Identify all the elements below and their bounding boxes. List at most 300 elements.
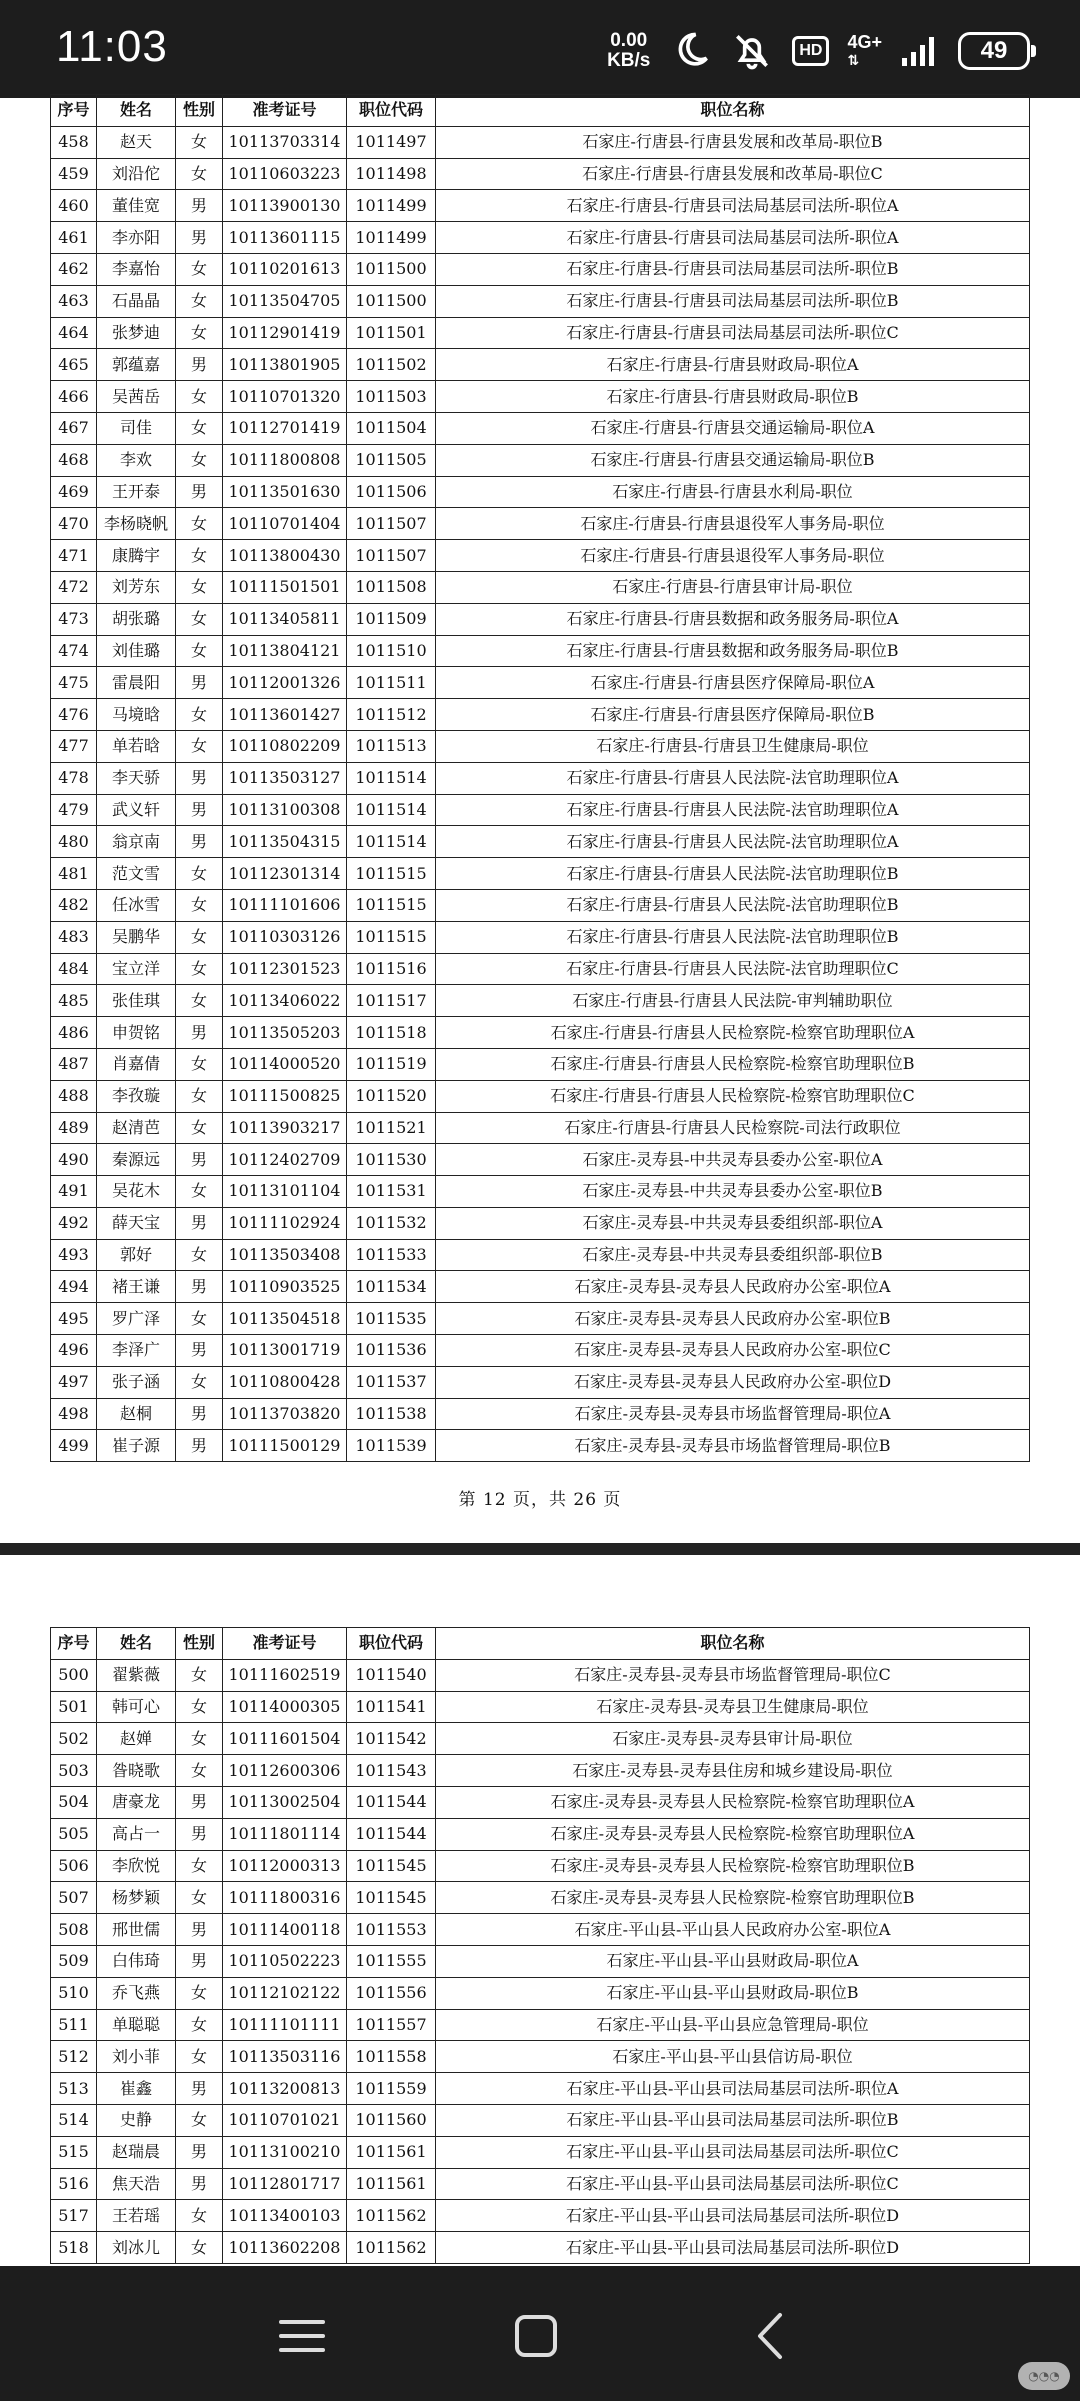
cell-gender: 男 bbox=[176, 1430, 223, 1462]
network-speed-value: 0.00 bbox=[610, 30, 648, 51]
cell-gender: 女 bbox=[176, 1176, 223, 1208]
table-row bbox=[51, 540, 1030, 572]
cell-position: 石家庄-行唐县-行唐县医疗保障局-职位B bbox=[436, 699, 1030, 731]
cell-seq: 515 bbox=[51, 2136, 97, 2168]
cell-position: 石家庄-行唐县-行唐县交通运输局-职位A bbox=[436, 412, 1030, 444]
cell-code: 1011533 bbox=[347, 1239, 436, 1271]
cell-name: 邢世儒 bbox=[97, 1914, 176, 1946]
cell-code: 1011556 bbox=[347, 1977, 436, 2009]
cell-gender: 男 bbox=[176, 1786, 223, 1818]
cell-gender: 男 bbox=[176, 1818, 223, 1850]
cell-ticket: 10113503127 bbox=[223, 762, 347, 794]
cell-ticket: 10113703314 bbox=[223, 126, 347, 158]
header-code: 职位代码 bbox=[347, 95, 436, 127]
table-row bbox=[51, 1335, 1030, 1367]
cell-code: 1011514 bbox=[347, 794, 436, 826]
cell-name: 肖嘉倩 bbox=[97, 1048, 176, 1080]
cell-gender: 男 bbox=[176, 1017, 223, 1049]
table-header-row bbox=[51, 1628, 1030, 1660]
cell-position: 石家庄-平山县-平山县信访局-职位 bbox=[436, 2041, 1030, 2073]
cell-gender: 男 bbox=[176, 2168, 223, 2200]
table-row bbox=[51, 2009, 1030, 2041]
cell-position: 石家庄-行唐县-行唐县人民法院-审判辅助职位 bbox=[436, 985, 1030, 1017]
table-row bbox=[51, 2041, 1030, 2073]
cell-seq: 474 bbox=[51, 635, 97, 667]
cell-ticket: 10110701021 bbox=[223, 2104, 347, 2136]
cell-seq: 482 bbox=[51, 889, 97, 921]
table-header-row bbox=[51, 95, 1030, 127]
cell-seq: 487 bbox=[51, 1048, 97, 1080]
cell-gender: 女 bbox=[176, 2200, 223, 2232]
cell-code: 1011507 bbox=[347, 540, 436, 572]
cell-name: 司佳 bbox=[97, 412, 176, 444]
cell-name: 马境晗 bbox=[97, 699, 176, 731]
cell-name: 史静 bbox=[97, 2104, 176, 2136]
cell-code: 1011509 bbox=[347, 603, 436, 635]
cell-position: 石家庄-行唐县-行唐县卫生健康局-职位 bbox=[436, 730, 1030, 762]
cell-seq: 477 bbox=[51, 730, 97, 762]
cell-gender: 女 bbox=[176, 2104, 223, 2136]
table-row bbox=[51, 2200, 1030, 2232]
header-name: 姓名 bbox=[97, 1628, 176, 1660]
cell-seq: 469 bbox=[51, 476, 97, 508]
table-row bbox=[51, 1723, 1030, 1755]
cell-name: 秦源远 bbox=[97, 1144, 176, 1176]
table-row bbox=[51, 190, 1030, 222]
cell-ticket: 10113504705 bbox=[223, 285, 347, 317]
cell-seq: 496 bbox=[51, 1335, 97, 1367]
table-row bbox=[51, 285, 1030, 317]
cell-seq: 517 bbox=[51, 2200, 97, 2232]
cell-ticket: 10113804121 bbox=[223, 635, 347, 667]
home-button[interactable] bbox=[496, 2296, 576, 2376]
back-icon bbox=[752, 2311, 788, 2361]
table-row bbox=[51, 1430, 1030, 1462]
cell-position: 石家庄-行唐县-行唐县司法局基层司法所-职位C bbox=[436, 317, 1030, 349]
table-row bbox=[51, 1914, 1030, 1946]
cell-position: 石家庄-行唐县-行唐县财政局-职位B bbox=[436, 381, 1030, 413]
cell-gender: 女 bbox=[176, 1882, 223, 1914]
cell-code: 1011515 bbox=[347, 921, 436, 953]
table-row bbox=[51, 2232, 1030, 2264]
cell-position: 石家庄-平山县-平山县财政局-职位B bbox=[436, 1977, 1030, 2009]
cell-position: 石家庄-行唐县-行唐县发展和改革局-职位B bbox=[436, 126, 1030, 158]
cell-position: 石家庄-行唐县-行唐县数据和政务服务局-职位A bbox=[436, 603, 1030, 635]
cell-gender: 女 bbox=[176, 381, 223, 413]
cell-ticket: 10113505203 bbox=[223, 1017, 347, 1049]
table-row bbox=[51, 1144, 1030, 1176]
cell-position: 石家庄-灵寿县-灵寿县人民政府办公室-职位D bbox=[436, 1366, 1030, 1398]
cell-gender: 女 bbox=[176, 126, 223, 158]
watermark-logo: ◔◔◔ bbox=[1018, 2362, 1070, 2390]
menu-button[interactable] bbox=[262, 2296, 342, 2376]
cell-ticket: 10113801905 bbox=[223, 349, 347, 381]
cell-code: 1011519 bbox=[347, 1048, 436, 1080]
cell-position: 石家庄-灵寿县-灵寿县人民检察院-检察官助理职位B bbox=[436, 1882, 1030, 1914]
cell-seq: 484 bbox=[51, 953, 97, 985]
cell-ticket: 10111601504 bbox=[223, 1723, 347, 1755]
table-row bbox=[51, 412, 1030, 444]
cell-gender: 女 bbox=[176, 444, 223, 476]
table-row bbox=[51, 222, 1030, 254]
cell-gender: 女 bbox=[176, 285, 223, 317]
cell-gender: 男 bbox=[176, 1914, 223, 1946]
cell-code: 1011499 bbox=[347, 222, 436, 254]
cell-seq: 499 bbox=[51, 1430, 97, 1462]
cell-name: 李欣悦 bbox=[97, 1850, 176, 1882]
cell-name: 杨梦颖 bbox=[97, 1882, 176, 1914]
cell-code: 1011501 bbox=[347, 317, 436, 349]
cell-position: 石家庄-行唐县-行唐县人民法院-法官助理职位A bbox=[436, 826, 1030, 858]
cell-position: 石家庄-行唐县-行唐县发展和改革局-职位C bbox=[436, 158, 1030, 190]
cell-position: 石家庄-行唐县-行唐县数据和政务服务局-职位B bbox=[436, 635, 1030, 667]
cell-gender: 女 bbox=[176, 953, 223, 985]
cell-position: 石家庄-行唐县-行唐县人民检察院-检察官助理职位C bbox=[436, 1080, 1030, 1112]
cell-position: 石家庄-灵寿县-灵寿县人民检察院-检察官助理职位B bbox=[436, 1850, 1030, 1882]
status-bar bbox=[0, 0, 1080, 98]
cell-seq: 518 bbox=[51, 2232, 97, 2264]
cell-position: 石家庄-行唐县-行唐县审计局-职位 bbox=[436, 571, 1030, 603]
table-row bbox=[51, 794, 1030, 826]
table-row bbox=[51, 2104, 1030, 2136]
header-seq: 序号 bbox=[51, 95, 97, 127]
cell-gender: 男 bbox=[176, 1207, 223, 1239]
cell-seq: 476 bbox=[51, 699, 97, 731]
status-time: 11:03 bbox=[56, 22, 168, 71]
cell-gender: 女 bbox=[176, 1659, 223, 1691]
cell-name: 董佳宽 bbox=[97, 190, 176, 222]
cell-gender: 女 bbox=[176, 317, 223, 349]
cell-seq: 494 bbox=[51, 1271, 97, 1303]
cell-position: 石家庄-行唐县-行唐县交通运输局-职位B bbox=[436, 444, 1030, 476]
cell-name: 昝晓歌 bbox=[97, 1755, 176, 1787]
cell-code: 1011530 bbox=[347, 1144, 436, 1176]
cell-code: 1011514 bbox=[347, 826, 436, 858]
table-row bbox=[51, 635, 1030, 667]
cell-gender: 女 bbox=[176, 985, 223, 1017]
cell-seq: 465 bbox=[51, 349, 97, 381]
page-divider bbox=[0, 1543, 1080, 1555]
cell-code: 1011561 bbox=[347, 2136, 436, 2168]
cell-seq: 498 bbox=[51, 1398, 97, 1430]
cell-gender: 女 bbox=[176, 1239, 223, 1271]
back-button[interactable] bbox=[730, 2296, 810, 2376]
cell-gender: 男 bbox=[176, 2136, 223, 2168]
header-ticket: 准考证号 bbox=[223, 95, 347, 127]
cell-gender: 女 bbox=[176, 921, 223, 953]
cell-code: 1011512 bbox=[347, 699, 436, 731]
table-row bbox=[51, 508, 1030, 540]
table-row bbox=[51, 953, 1030, 985]
cell-position: 石家庄-灵寿县-灵寿县人民政府办公室-职位B bbox=[436, 1303, 1030, 1335]
cell-gender: 男 bbox=[176, 762, 223, 794]
cell-seq: 500 bbox=[51, 1659, 97, 1691]
moon-icon bbox=[668, 29, 712, 73]
cell-position: 石家庄-灵寿县-灵寿县住房和城乡建设局-职位 bbox=[436, 1755, 1030, 1787]
cell-ticket: 10112402709 bbox=[223, 1144, 347, 1176]
cell-name: 刘沿佗 bbox=[97, 158, 176, 190]
cell-code: 1011542 bbox=[347, 1723, 436, 1755]
table-row bbox=[51, 1017, 1030, 1049]
cell-ticket: 10114000305 bbox=[223, 1691, 347, 1723]
cell-name: 张子涵 bbox=[97, 1366, 176, 1398]
table-row bbox=[51, 699, 1030, 731]
cell-name: 刘芳东 bbox=[97, 571, 176, 603]
cell-ticket: 10113100210 bbox=[223, 2136, 347, 2168]
cell-ticket: 10111101111 bbox=[223, 2009, 347, 2041]
cell-code: 1011538 bbox=[347, 1398, 436, 1430]
cell-seq: 493 bbox=[51, 1239, 97, 1271]
cell-position: 石家庄-平山县-平山县司法局基层司法所-职位A bbox=[436, 2073, 1030, 2105]
table-row bbox=[51, 2168, 1030, 2200]
cell-gender: 女 bbox=[176, 508, 223, 540]
cell-name: 石晶晶 bbox=[97, 285, 176, 317]
cell-name: 李杨晓帆 bbox=[97, 508, 176, 540]
cell-ticket: 10113100308 bbox=[223, 794, 347, 826]
cell-seq: 463 bbox=[51, 285, 97, 317]
home-square-icon bbox=[513, 2313, 559, 2359]
cell-code: 1011515 bbox=[347, 889, 436, 921]
cell-ticket: 10112301314 bbox=[223, 858, 347, 890]
cell-position: 石家庄-行唐县-行唐县人民检察院-司法行政职位 bbox=[436, 1112, 1030, 1144]
cell-code: 1011498 bbox=[347, 158, 436, 190]
table-row bbox=[51, 858, 1030, 890]
cell-seq: 504 bbox=[51, 1786, 97, 1818]
table-row bbox=[51, 444, 1030, 476]
cell-code: 1011544 bbox=[347, 1818, 436, 1850]
cell-code: 1011507 bbox=[347, 508, 436, 540]
table-row bbox=[51, 921, 1030, 953]
cell-code: 1011562 bbox=[347, 2232, 436, 2264]
cell-code: 1011505 bbox=[347, 444, 436, 476]
cell-code: 1011562 bbox=[347, 2200, 436, 2232]
table-row bbox=[51, 1176, 1030, 1208]
cell-ticket: 10110502223 bbox=[223, 1945, 347, 1977]
cell-name: 赵瑞晨 bbox=[97, 2136, 176, 2168]
cell-code: 1011541 bbox=[347, 1691, 436, 1723]
cell-position: 石家庄-灵寿县-中共灵寿县委组织部-职位A bbox=[436, 1207, 1030, 1239]
table-row bbox=[51, 826, 1030, 858]
cell-code: 1011532 bbox=[347, 1207, 436, 1239]
status-icons bbox=[607, 26, 1030, 76]
cell-position: 石家庄-平山县-平山县司法局基层司法所-职位D bbox=[436, 2200, 1030, 2232]
network-type-label: 4G+ bbox=[847, 32, 882, 52]
cell-seq: 497 bbox=[51, 1366, 97, 1398]
cell-ticket: 10113601115 bbox=[223, 222, 347, 254]
cell-code: 1011511 bbox=[347, 667, 436, 699]
cell-position: 石家庄-行唐县-行唐县司法局基层司法所-职位B bbox=[436, 285, 1030, 317]
cell-code: 1011521 bbox=[347, 1112, 436, 1144]
table-row bbox=[51, 1303, 1030, 1335]
cell-position: 石家庄-灵寿县-灵寿县人民政府办公室-职位A bbox=[436, 1271, 1030, 1303]
cell-name: 翁京南 bbox=[97, 826, 176, 858]
cell-position: 石家庄-行唐县-行唐县人民法院-法官助理职位A bbox=[436, 762, 1030, 794]
cell-name: 雷晨阳 bbox=[97, 667, 176, 699]
header-seq: 序号 bbox=[51, 1628, 97, 1660]
cell-position: 石家庄-灵寿县-灵寿县市场监督管理局-职位A bbox=[436, 1398, 1030, 1430]
cell-ticket: 10113703820 bbox=[223, 1398, 347, 1430]
network-speed-unit: KB/s bbox=[607, 50, 651, 71]
cell-ticket: 10113406022 bbox=[223, 985, 347, 1017]
cell-seq: 502 bbox=[51, 1723, 97, 1755]
cell-seq: 495 bbox=[51, 1303, 97, 1335]
cell-name: 李天骄 bbox=[97, 762, 176, 794]
cell-name: 康腾宇 bbox=[97, 540, 176, 572]
cell-ticket: 10113602208 bbox=[223, 2232, 347, 2264]
network-type bbox=[847, 33, 882, 69]
cell-position: 石家庄-行唐县-行唐县退役军人事务局-职位 bbox=[436, 508, 1030, 540]
cell-position: 石家庄-灵寿县-中共灵寿县委办公室-职位B bbox=[436, 1176, 1030, 1208]
cell-name: 郭蕴嘉 bbox=[97, 349, 176, 381]
cell-seq: 491 bbox=[51, 1176, 97, 1208]
cell-name: 翟紫薇 bbox=[97, 1659, 176, 1691]
table-row bbox=[51, 603, 1030, 635]
cell-gender: 男 bbox=[176, 794, 223, 826]
cell-seq: 479 bbox=[51, 794, 97, 826]
cell-gender: 女 bbox=[176, 540, 223, 572]
cell-gender: 女 bbox=[176, 412, 223, 444]
cell-name: 王开泰 bbox=[97, 476, 176, 508]
table-row bbox=[51, 317, 1030, 349]
cell-code: 1011513 bbox=[347, 730, 436, 762]
cell-ticket: 10110603223 bbox=[223, 158, 347, 190]
cell-gender: 女 bbox=[176, 858, 223, 890]
cell-position: 石家庄-灵寿县-灵寿县市场监督管理局-职位C bbox=[436, 1659, 1030, 1691]
cell-seq: 513 bbox=[51, 2073, 97, 2105]
cell-ticket: 10111101606 bbox=[223, 889, 347, 921]
cell-position: 石家庄-行唐县-行唐县医疗保障局-职位A bbox=[436, 667, 1030, 699]
cell-position: 石家庄-行唐县-行唐县人民检察院-检察官助理职位A bbox=[436, 1017, 1030, 1049]
cell-ticket: 10113504315 bbox=[223, 826, 347, 858]
cell-position: 石家庄-行唐县-行唐县人民法院-法官助理职位B bbox=[436, 921, 1030, 953]
cell-position: 石家庄-行唐县-行唐县财政局-职位A bbox=[436, 349, 1030, 381]
cell-code: 1011560 bbox=[347, 2104, 436, 2136]
cell-seq: 492 bbox=[51, 1207, 97, 1239]
table-row bbox=[51, 762, 1030, 794]
cell-code: 1011514 bbox=[347, 762, 436, 794]
cell-name: 唐豪龙 bbox=[97, 1786, 176, 1818]
cell-ticket: 10113601427 bbox=[223, 699, 347, 731]
cell-ticket: 10112801717 bbox=[223, 2168, 347, 2200]
table-row bbox=[51, 1366, 1030, 1398]
cell-seq: 473 bbox=[51, 603, 97, 635]
cell-code: 1011559 bbox=[347, 2073, 436, 2105]
table-row bbox=[51, 730, 1030, 762]
cell-ticket: 10112000313 bbox=[223, 1850, 347, 1882]
table-row bbox=[51, 253, 1030, 285]
cell-code: 1011506 bbox=[347, 476, 436, 508]
cell-position: 石家庄-平山县-平山县司法局基层司法所-职位D bbox=[436, 2232, 1030, 2264]
cell-seq: 489 bbox=[51, 1112, 97, 1144]
cell-name: 崔子源 bbox=[97, 1430, 176, 1462]
cell-gender: 女 bbox=[176, 1112, 223, 1144]
cell-gender: 男 bbox=[176, 826, 223, 858]
cell-ticket: 10113800430 bbox=[223, 540, 347, 572]
cell-ticket: 10113001719 bbox=[223, 1335, 347, 1367]
header-position: 职位名称 bbox=[436, 1628, 1030, 1660]
cell-position: 石家庄-平山县-平山县司法局基层司法所-职位C bbox=[436, 2136, 1030, 2168]
cell-position: 石家庄-灵寿县-灵寿县人民检察院-检察官助理职位A bbox=[436, 1786, 1030, 1818]
cell-name: 韩可心 bbox=[97, 1691, 176, 1723]
header-name: 姓名 bbox=[97, 95, 176, 127]
cell-position: 石家庄-行唐县-行唐县人民法院-法官助理职位C bbox=[436, 953, 1030, 985]
table-row bbox=[51, 349, 1030, 381]
cell-name: 李欢 bbox=[97, 444, 176, 476]
cell-gender: 女 bbox=[176, 1303, 223, 1335]
table-row bbox=[51, 1882, 1030, 1914]
cell-name: 刘小菲 bbox=[97, 2041, 176, 2073]
cell-seq: 475 bbox=[51, 667, 97, 699]
cell-position: 石家庄-行唐县-行唐县人民法院-法官助理职位A bbox=[436, 794, 1030, 826]
cell-code: 1011531 bbox=[347, 1176, 436, 1208]
cell-gender: 女 bbox=[176, 1977, 223, 2009]
cell-ticket: 10111400118 bbox=[223, 1914, 347, 1946]
cell-ticket: 10113405811 bbox=[223, 603, 347, 635]
cell-gender: 女 bbox=[176, 571, 223, 603]
cell-name: 刘佳璐 bbox=[97, 635, 176, 667]
table-row bbox=[51, 1398, 1030, 1430]
cell-gender: 女 bbox=[176, 1080, 223, 1112]
cell-gender: 男 bbox=[176, 1945, 223, 1977]
cell-ticket: 10112701419 bbox=[223, 412, 347, 444]
cell-code: 1011539 bbox=[347, 1430, 436, 1462]
cell-name: 张梦迪 bbox=[97, 317, 176, 349]
cell-seq: 506 bbox=[51, 1850, 97, 1882]
cell-gender: 女 bbox=[176, 1755, 223, 1787]
cell-gender: 男 bbox=[176, 1335, 223, 1367]
cell-gender: 女 bbox=[176, 1366, 223, 1398]
header-ticket: 准考证号 bbox=[223, 1628, 347, 1660]
header-gender: 性别 bbox=[176, 1628, 223, 1660]
cell-gender: 女 bbox=[176, 1723, 223, 1755]
cell-code: 1011516 bbox=[347, 953, 436, 985]
cell-seq: 460 bbox=[51, 190, 97, 222]
table-row bbox=[51, 1271, 1030, 1303]
cell-name: 罗广泽 bbox=[97, 1303, 176, 1335]
cell-seq: 471 bbox=[51, 540, 97, 572]
cell-name: 高占一 bbox=[97, 1818, 176, 1850]
cell-seq: 464 bbox=[51, 317, 97, 349]
table-row bbox=[51, 571, 1030, 603]
cell-gender: 男 bbox=[176, 1144, 223, 1176]
cell-gender: 女 bbox=[176, 158, 223, 190]
cell-code: 1011545 bbox=[347, 1850, 436, 1882]
battery-icon bbox=[958, 32, 1030, 70]
cell-name: 乔飞燕 bbox=[97, 1977, 176, 2009]
cell-gender: 女 bbox=[176, 2041, 223, 2073]
cell-name: 褚王谦 bbox=[97, 1271, 176, 1303]
cell-name: 李嘉怡 bbox=[97, 253, 176, 285]
results-table-page-12 bbox=[50, 94, 1030, 1462]
cell-position: 石家庄-行唐县-行唐县人民法院-法官助理职位B bbox=[436, 858, 1030, 890]
cell-code: 1011537 bbox=[347, 1366, 436, 1398]
cell-ticket: 10111500129 bbox=[223, 1430, 347, 1462]
cell-name: 胡张璐 bbox=[97, 603, 176, 635]
cell-code: 1011502 bbox=[347, 349, 436, 381]
table-row bbox=[51, 1850, 1030, 1882]
cell-seq: 508 bbox=[51, 1914, 97, 1946]
cell-name: 崔鑫 bbox=[97, 2073, 176, 2105]
cell-gender: 女 bbox=[176, 603, 223, 635]
cell-seq: 512 bbox=[51, 2041, 97, 2073]
table-row bbox=[51, 1207, 1030, 1239]
cell-ticket: 10112102122 bbox=[223, 1977, 347, 2009]
cell-ticket: 10113501630 bbox=[223, 476, 347, 508]
table-row bbox=[51, 1659, 1030, 1691]
cell-seq: 467 bbox=[51, 412, 97, 444]
cell-seq: 462 bbox=[51, 253, 97, 285]
cell-ticket: 10111500825 bbox=[223, 1080, 347, 1112]
